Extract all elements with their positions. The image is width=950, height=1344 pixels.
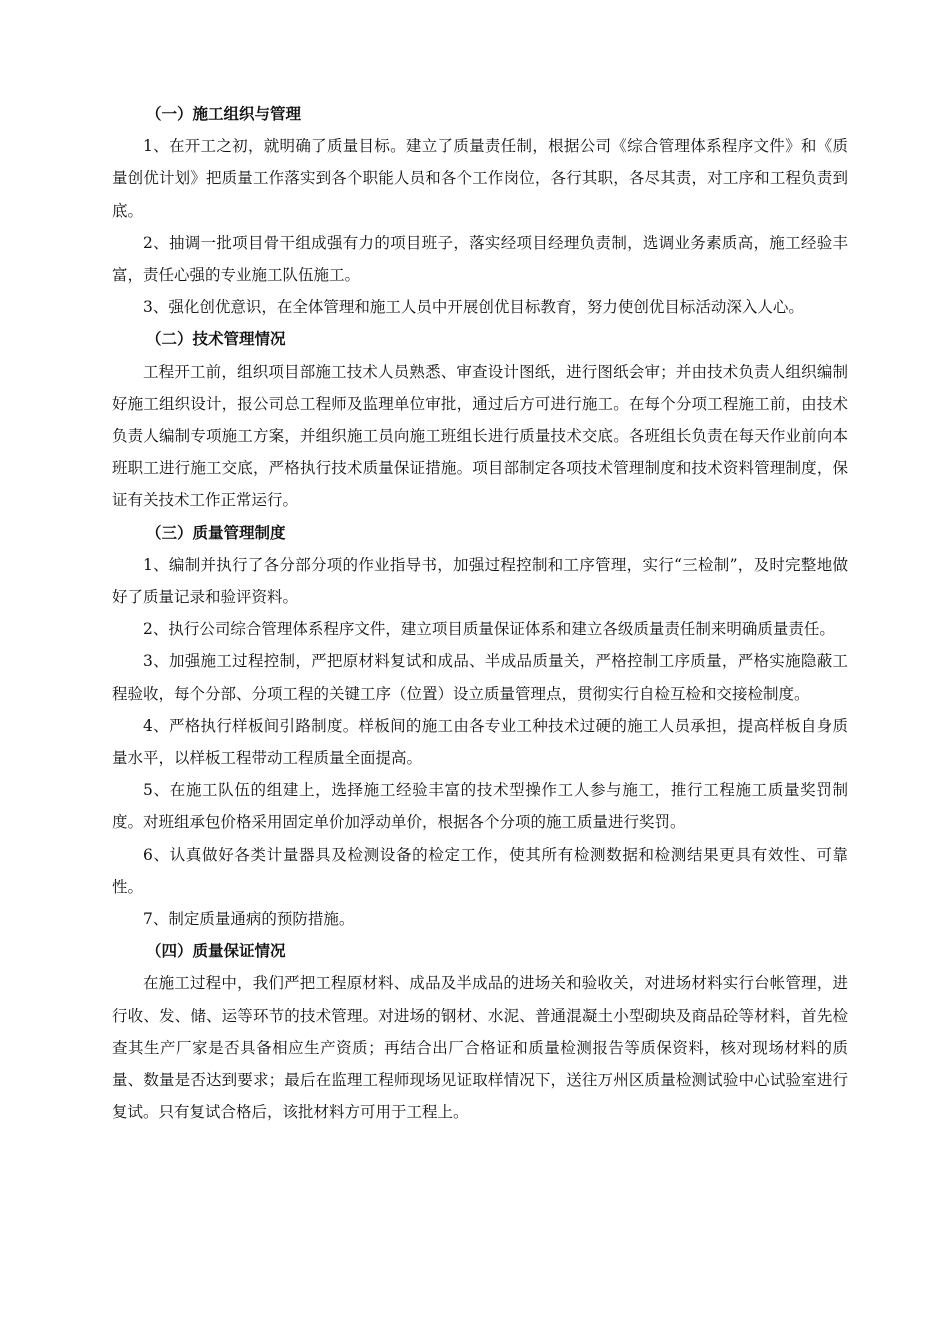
section-2 [112, 323, 848, 516]
paragraph: 5、在施工队伍的组建上，选择施工经验丰富的技术型操作工人参与施工，推行工程施工质量奖罚制度。对班组承包价格采用固定单价加浮动单价，根据各个分项的施工质量进行奖罚。 [112, 781, 848, 832]
paragraph: 2、执行公司综合管理体系程序文件，建立项目质量保证体系和建立各级质量责任制来明确质量责任。 [143, 620, 835, 639]
section-1 [112, 98, 848, 323]
section-4 [112, 935, 848, 1128]
section-title: （一）施工组织与管理 [146, 104, 302, 123]
document-page [112, 98, 848, 1129]
paragraph: 1、编制并执行了各分部分项的作业指导书，加强过程控制和工序管理，实行“三检制”，及时完整地做好了质量记录和验评资料。 [112, 555, 848, 607]
section-3 [112, 517, 848, 936]
paragraph: 2、抽调一批项目骨干组成强有力的项目班子，落实经项目经理负责制，选调业务素质高，施工经验丰富，责任心强的专业施工队伍施工。 [112, 233, 848, 285]
paragraph: 1、在开工之初，就明确了质量目标。建立了质量责任制，根据公司《综合管理体系程序文件》和《质量创优计划》把质量工作落实到各个职能人员和各个工作岗位，各行其职，各尽其责，对工序和工程负责到底。 [112, 137, 848, 220]
section-title: （三）质量管理制度 [146, 522, 286, 542]
paragraph: 4、严格执行样板间引路制度。样板间的施工由各专业工种技术过硬的施工人员承担，提高样板自身质量水平，以样板工程带动工程质量全面提高。 [112, 716, 848, 768]
paragraph: 3、强化创优意识，在全体管理和施工人员中开展创优目标教育，努力使创优目标活动深入人心。 [143, 298, 804, 317]
paragraph: 在施工过程中，我们严把工程原材料、成品及半成品的进场关和验收关，对进场材料实行台帐管理，进行收、发、储、运等环节的技术管理。对进场的钢材、水泥、普通混凝土小型砌块及商品砼等材料，首先检查其生产厂家是否具备相应生产资质；再结合出厂合格证和质量检测报告等质保资料，核对现场材料的质量、数量是否达到要求；最后在监理工程师现场见证取样情况下，送往万州区质量检测试验中心试验室进行复试。只有复试合格后，该批材料方可用于工程上。 [112, 974, 848, 1122]
paragraph: 7、制定质量通病的预防措施。 [143, 910, 355, 929]
section-title: （二）技术管理情况 [146, 329, 286, 349]
paragraph: 6、认真做好各类计量器具及检测设备的检定工作，使其所有检测数据和检测结果更具有效性、可靠性。 [112, 845, 848, 896]
paragraph: 工程开工前，组织项目部施工技术人员熟悉、审查设计图纸，进行图纸会审；并由技术负责人组织编制好施工组织设计，报公司总工程师及监理单位审批，通过后方可进行施工。在每个分项工程施工前，由技术负责人编制专项施工方案，并组织施工员向施工班组长进行质量技术交底。各班组长负责在每天作业前向本班职工进行施工交底，严格执行技术质量保证措施。项目部制定各项技术管理制度和技术资料管理制度，保证有关技术工作正常运行。 [112, 362, 848, 510]
paragraph: 3、加强施工过程控制，严把原材料复试和成品、半成品质量关，严格控制工序质量，严格实施隐蔽工程验收，每个分部、分项工程的关键工序（位置）设立质量管理点，贯彻实行自检互检和交接检制度。 [112, 652, 848, 703]
section-title: （四）质量保证情况 [146, 941, 286, 961]
